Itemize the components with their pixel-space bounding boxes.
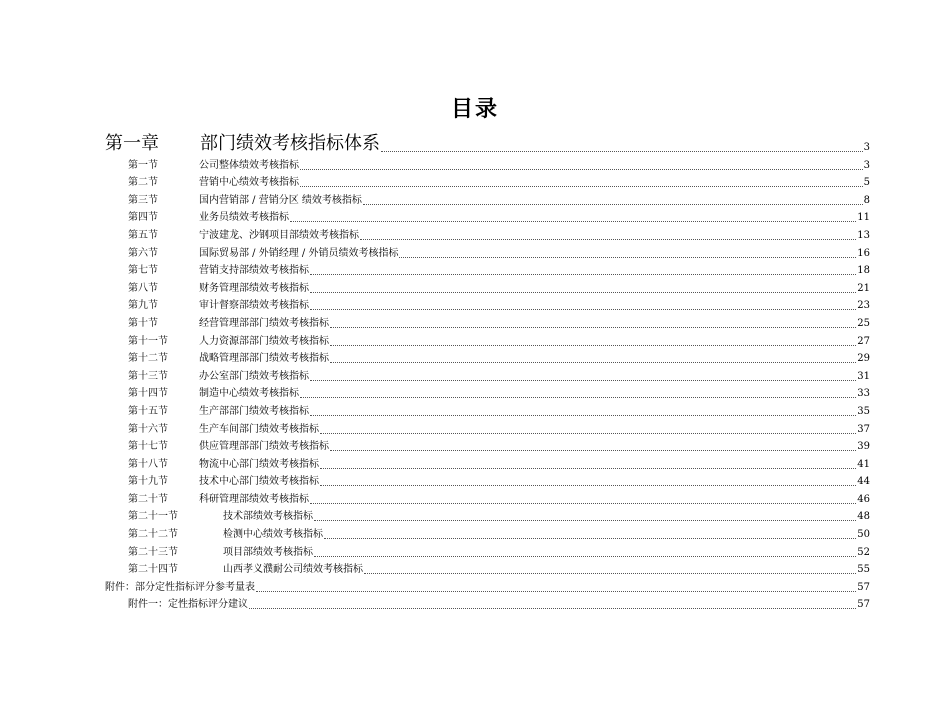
section-page: 11 (857, 212, 870, 224)
section-label: 第十二节 (128, 353, 168, 365)
section-title: 生产车间部门绩效考核指标 (199, 423, 319, 435)
chapter-page: 3 (863, 142, 870, 153)
table-of-contents (105, 130, 870, 612)
dot-leader (300, 396, 856, 398)
section-label: 第二十四节 (128, 564, 178, 576)
section-page: 39 (857, 441, 870, 453)
dot-leader (399, 256, 856, 258)
section-page: 16 (857, 247, 870, 259)
dot-leader (330, 326, 856, 328)
dot-leader (300, 168, 863, 170)
dot-leader (310, 502, 856, 504)
toc-section-entry[interactable] (105, 313, 870, 331)
toc-section-entry[interactable] (105, 489, 870, 507)
dot-leader (381, 150, 863, 152)
section-page: 3 (863, 159, 870, 171)
section-title: 山西孝义濮耐公司绩效考核指标 (223, 564, 363, 576)
dot-leader (320, 484, 856, 486)
toc-section-entry[interactable] (105, 560, 870, 578)
section-label: 第八节 (128, 282, 158, 294)
toc-title: 目录 (450, 97, 499, 122)
section-title: 营销中心绩效考核指标 (199, 177, 299, 189)
section-label: 第二十节 (128, 493, 168, 505)
section-label: 第六节 (128, 247, 158, 259)
section-title: 国内营销部 / 营销分区 绩效考核指标 (199, 194, 362, 206)
section-label: 第一节 (128, 159, 158, 171)
dot-leader (249, 607, 856, 609)
section-label: 第二十三节 (128, 546, 178, 558)
toc-section-entry[interactable] (105, 296, 870, 314)
section-page: 35 (857, 405, 870, 417)
toc-section-entry[interactable] (105, 401, 870, 419)
section-label: 第四节 (128, 212, 158, 224)
toc-section-entry[interactable] (105, 190, 870, 208)
section-title: 经营管理部部门绩效考核指标 (199, 317, 329, 329)
toc-section-entry[interactable] (105, 524, 870, 542)
appendix-sub-title: 附件一：定性指标评分建议 (128, 599, 248, 611)
section-page: 27 (857, 335, 870, 347)
section-page: 23 (857, 300, 870, 312)
appendix-title: 附件：部分定性指标评分参考量表 (105, 581, 255, 593)
section-title: 宁波建龙、沙钢项目部绩效考核指标 (199, 229, 359, 241)
toc-section-entry[interactable] (105, 173, 870, 191)
toc-section-entry[interactable] (105, 472, 870, 490)
section-title: 生产部部门绩效考核指标 (199, 405, 309, 417)
section-title: 公司整体绩效考核指标 (199, 159, 299, 171)
section-title: 审计督察部绩效考核指标 (199, 300, 309, 312)
section-label: 第十七节 (128, 441, 168, 453)
toc-section-entry[interactable] (105, 366, 870, 384)
section-label: 第五节 (128, 229, 158, 241)
toc-section-entry[interactable] (105, 208, 870, 226)
toc-section-entry[interactable] (105, 225, 870, 243)
section-title: 供应管理部部门绩效考核指标 (199, 441, 329, 453)
section-page: 8 (863, 194, 870, 206)
section-label: 第十五节 (128, 405, 168, 417)
section-page: 48 (857, 511, 870, 523)
toc-section-entry[interactable] (105, 155, 870, 173)
section-title: 业务员绩效考核指标 (199, 212, 289, 224)
section-label: 第十九节 (128, 476, 168, 488)
section-page: 5 (863, 177, 870, 189)
section-title: 技术部绩效考核指标 (223, 511, 313, 523)
section-page: 31 (857, 370, 870, 382)
section-page: 29 (857, 353, 870, 365)
section-label: 第二节 (128, 177, 158, 189)
toc-section-entry[interactable] (105, 278, 870, 296)
dot-leader (330, 449, 856, 451)
dot-leader (324, 537, 856, 539)
toc-appendix-entry[interactable] (105, 577, 870, 595)
toc-section-entry[interactable] (105, 331, 870, 349)
section-page: 18 (857, 265, 870, 277)
section-label: 第十节 (128, 317, 158, 329)
dot-leader (364, 572, 856, 574)
section-title: 制造中心绩效考核指标 (199, 388, 299, 400)
toc-section-entry[interactable] (105, 437, 870, 455)
toc-chapter-entry[interactable] (105, 130, 870, 155)
section-page: 13 (857, 229, 870, 241)
section-label: 第十六节 (128, 423, 168, 435)
dot-leader (360, 238, 856, 240)
dot-leader (314, 519, 856, 521)
toc-section-entry[interactable] (105, 419, 870, 437)
chapter-label: 第一章 (105, 133, 159, 154)
section-title: 检测中心绩效考核指标 (223, 529, 323, 541)
toc-section-list (105, 155, 870, 577)
dot-leader (300, 185, 863, 187)
appendix-page: 57 (857, 581, 870, 593)
dot-leader (310, 291, 856, 293)
dot-leader (320, 432, 856, 434)
section-label: 第十一节 (128, 335, 168, 347)
toc-appendix-sub-entry[interactable] (105, 595, 870, 613)
dot-leader (310, 379, 856, 381)
dot-leader (314, 555, 856, 557)
section-page: 33 (857, 388, 870, 400)
dot-leader (310, 273, 856, 275)
section-page: 25 (857, 317, 870, 329)
toc-section-entry[interactable] (105, 349, 870, 367)
dot-leader (310, 414, 856, 416)
appendix-sub-page: 57 (857, 599, 870, 611)
section-label: 第九节 (128, 300, 158, 312)
section-label: 第十八节 (128, 458, 168, 470)
dot-leader (330, 344, 856, 346)
chapter-title: 部门绩效考核指标体系 (200, 133, 380, 154)
section-label: 第七节 (128, 265, 158, 277)
toc-section-entry[interactable] (105, 243, 870, 261)
section-page: 55 (857, 564, 870, 576)
section-title: 国际贸易部 / 外销经理 / 外销员绩效考核指标 (199, 247, 399, 259)
toc-section-entry[interactable] (105, 542, 870, 560)
section-page: 44 (857, 476, 870, 488)
section-title: 项目部绩效考核指标 (223, 546, 313, 558)
section-title: 战略管理部部门绩效考核指标 (199, 353, 329, 365)
section-label: 第三节 (128, 194, 158, 206)
dot-leader (290, 220, 856, 222)
section-page: 52 (857, 546, 870, 558)
section-label: 第二十一节 (128, 511, 178, 523)
dot-leader (256, 590, 856, 592)
toc-section-entry[interactable] (105, 261, 870, 279)
section-page: 21 (857, 282, 870, 294)
dot-leader (320, 467, 856, 469)
section-title: 科研管理部绩效考核指标 (199, 493, 309, 505)
section-label: 第十三节 (128, 370, 168, 382)
toc-section-entry[interactable] (105, 384, 870, 402)
dot-leader (310, 308, 856, 310)
section-page: 50 (857, 529, 870, 541)
section-page: 37 (857, 423, 870, 435)
section-label: 第十四节 (128, 388, 168, 400)
toc-section-entry[interactable] (105, 507, 870, 525)
section-title: 人力资源部部门绩效考核指标 (199, 335, 329, 347)
dot-leader (363, 203, 863, 205)
section-label: 第二十二节 (128, 529, 178, 541)
toc-section-entry[interactable] (105, 454, 870, 472)
section-title: 营销支持部绩效考核指标 (199, 265, 309, 277)
section-page: 46 (857, 493, 870, 505)
section-title: 财务管理部绩效考核指标 (199, 282, 309, 294)
section-title: 技术中心部门绩效考核指标 (199, 476, 319, 488)
dot-leader (330, 361, 856, 363)
section-page: 41 (857, 458, 870, 470)
section-title: 办公室部门绩效考核指标 (199, 370, 309, 382)
section-title: 物流中心部门绩效考核指标 (199, 458, 319, 470)
